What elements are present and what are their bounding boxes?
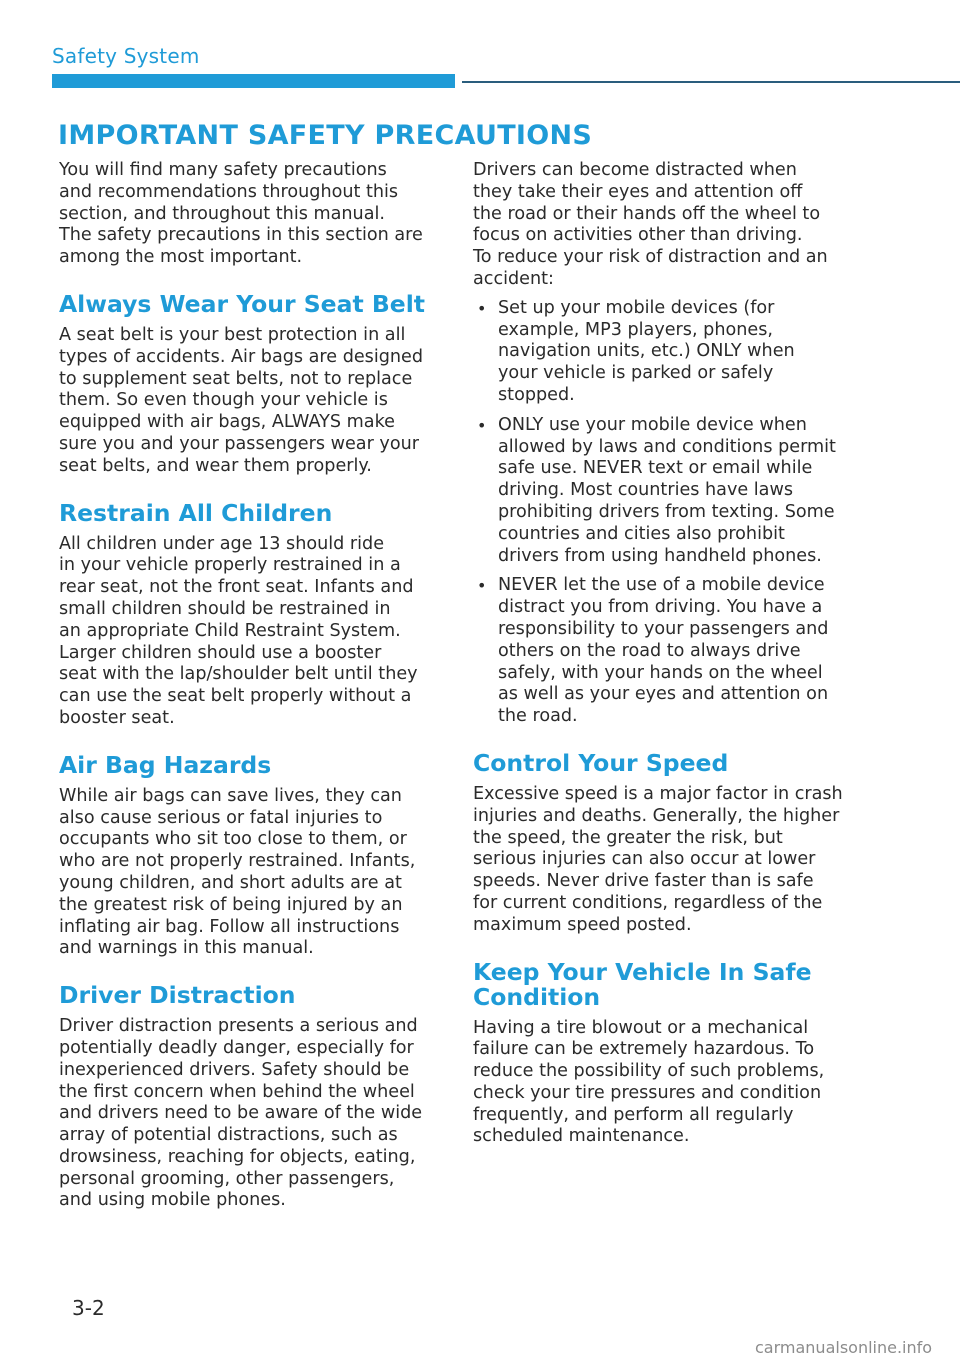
condition-paragraph: Having a tire blowout or a mechanical failure can be extremely hazardous. To reduce the possibility of such problems, check your tire pressures and condition frequently, and perform all regularly scheduled maintenance. bbox=[473, 1017, 825, 1147]
bullet-icon: • bbox=[477, 298, 487, 318]
bullet-icon: • bbox=[477, 576, 487, 596]
condition-heading: Keep Your Vehicle In Safe Condition bbox=[473, 957, 812, 1011]
distraction-continued-paragraph: Drivers can become distracted when they take their eyes and attention off the road or their hands off the wheel to focus on activities other than driving. To reduce your risk of distraction and an accident: bbox=[473, 160, 828, 289]
list-item bbox=[473, 298, 853, 407]
watermark-link[interactable]: carmanualsonline.info bbox=[755, 1338, 933, 1357]
header-accent-rule bbox=[52, 74, 455, 88]
bullet-text: ONLY use your mobile device when allowed by laws and conditions permit safe use. NEVER text or email while driving. Most countries have laws prohibiting drivers from texting. Some countries and cities also prohibit drivers from using handheld phones. bbox=[498, 414, 836, 566]
page-number: 3-2 bbox=[72, 1296, 105, 1320]
header-divider-rule bbox=[462, 81, 960, 83]
right-column bbox=[473, 160, 853, 1148]
air-bag-heading: Air Bag Hazards bbox=[59, 750, 272, 779]
bullet-text: Set up your mobile devices (for example, MP3 players, phones, navigation units, etc.) ONLY when your vehicle is parked or safely stopped. bbox=[498, 297, 795, 405]
children-heading: Restrain All Children bbox=[59, 498, 333, 527]
intro-paragraph: You will find many safety precautions and recommendations throughout this section, and throughout this manual. The safety precautions in this section are among the most important. bbox=[59, 160, 423, 268]
bullet-text: NEVER let the use of a mobile device distract you from driving. You have a responsibility to your passengers and others on the road to always drive safely, with your hands on the wheel as well as your eyes and attention on the road. bbox=[498, 575, 829, 727]
list-item bbox=[473, 575, 853, 728]
children-paragraph: All children under age 13 should ride in your vehicle properly restrained in a rear seat, not the front seat. Infants and small children should be restrained in an appropriate Child Restraint System. Larger children should use a booster seat with the lap/shoulder belt until they can use the seat belt properly without a booster seat. bbox=[59, 533, 418, 728]
list-item bbox=[473, 415, 853, 568]
page-heading: IMPORTANT SAFETY PRECAUTIONS bbox=[58, 120, 593, 151]
distraction-bullet-list bbox=[473, 298, 853, 728]
left-column bbox=[59, 160, 439, 1212]
distraction-paragraph: Driver distraction presents a serious and potentially deadly danger, especially for inexperienced drivers. Safety should be the first concern when behind the wheel and drivers need to be aware of the wide array of potential distractions, such as drowsiness, reaching for objects, eating, personal grooming, other passengers, and using mobile phones. bbox=[59, 1016, 423, 1211]
seat-belt-heading: Always Wear Your Seat Belt bbox=[59, 289, 426, 318]
seat-belt-paragraph: A seat belt is your best protection in all types of accidents. Air bags are designed to supplement seat belts, not to replace them. So even though your vehicle is equipped with air bags, ALWAYS make sure you and your passengers wear your seat belts, and wear them properly. bbox=[59, 324, 424, 476]
distraction-heading: Driver Distraction bbox=[59, 981, 296, 1010]
bullet-icon: • bbox=[477, 415, 487, 435]
air-bag-paragraph: While air bags can save lives, they can also cause serious or fatal injuries to occupants who sit too close to them, or who are not properly restrained. Infants, young children, and short adults are at the greatest risk of being injured by an inflating air bag. Follow all instructions and warnings in this manual. bbox=[59, 785, 416, 959]
speed-heading: Control Your Speed bbox=[473, 748, 729, 777]
speed-paragraph: Excessive speed is a major factor in crash injuries and deaths. Generally, the higher the speed, the greater the risk, but serious injuries can also occur at lower speeds. Never drive faster than is safe for current conditions, regardless of the maximum speed posted. bbox=[473, 783, 843, 935]
header-section-title: Safety System bbox=[52, 44, 200, 68]
